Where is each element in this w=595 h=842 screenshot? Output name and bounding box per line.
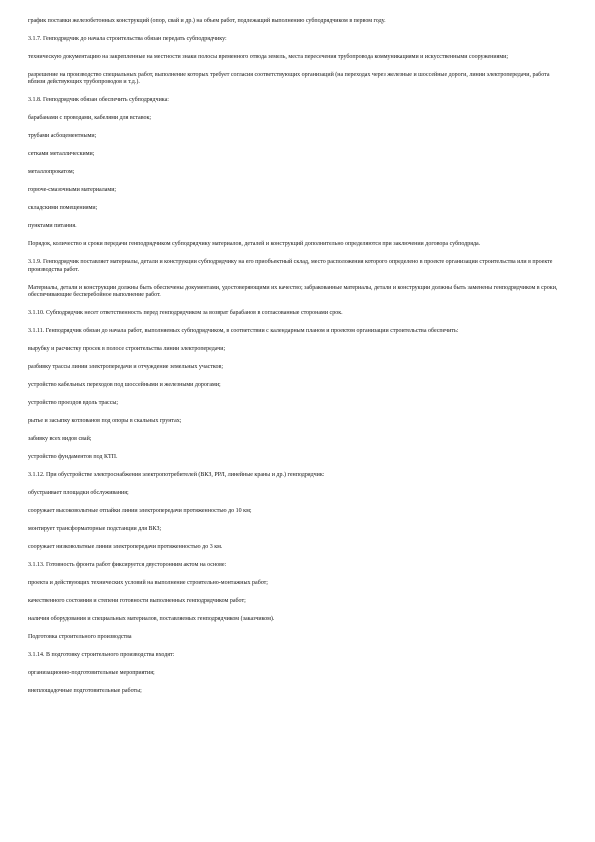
document-body	[28, 18, 558, 706]
clause-heading: 3.1.9. Генподрядчик поставляет материалы, детали и конструкции субподрядчику на его приобъектный склад, место расположения которого определено в проекте организации строительства или в проекте производства работ.	[28, 259, 553, 273]
clause-heading: 3.1.10. Субподрядчик несет ответственность перед генподрядчиком за возврат барабанов в согласованные сторонами срок.	[28, 310, 343, 317]
clause-heading: 3.1.8. Генподрядчик обязан обеспечить субподрядчика:	[28, 97, 169, 104]
paragraph: Материалы, детали и конструкции должны быть обеспечены документами, удостоверяющими их качество; забракованные материалы, детали и конструкции должны быть заменены генподрядчиком в сроки, обеспечивающие бесперебойное выполнение работ.	[28, 284, 558, 299]
list-item: устройство фундаментов под КТП.	[28, 454, 118, 461]
list-item: горюче-смазочными материалами;	[28, 187, 117, 194]
list-item: складскими помещениями;	[28, 205, 98, 212]
list-item: организационно-подготовительные мероприятия;	[28, 670, 155, 677]
list-item: сетками металлическими;	[28, 151, 95, 158]
clause-heading: 3.1.12. При обустройстве электроснабжения электропотребителей (ВКЗ, РРЛ, линейные краны и др.) генподрядчик:	[28, 472, 325, 479]
list-item: проекта и действующих технических условий на выполнение строительно-монтажных работ;	[28, 580, 268, 587]
list-item: сооружает высоковольтные отпайки линии электропередачи протяженностью до 10 км;	[28, 508, 252, 515]
paragraph: график поставки железобетонных конструкций (опор, свай и др.) на объем работ, подлежащий выполнению субподрядчиком в первом году.	[28, 18, 386, 24]
section-heading: Подготовка строительного производства	[28, 634, 132, 641]
list-item: качественного состояния и степени готовности выполненных генподрядчиком работ;	[28, 598, 246, 605]
list-item: вырубку и расчистку просек в полосе строительства линии электропередачи;	[28, 346, 226, 353]
list-item: рытье и засыпку котлованов под опоры в скальных грунтах;	[28, 418, 182, 425]
list-item: разбивку трассы линии электропередачи и отчуждение земельных участков;	[28, 364, 224, 371]
clause-heading: 3.1.13. Готовность фронта работ фиксируется двусторонним актом на основе:	[28, 562, 227, 569]
list-item: трубами асбоцементными;	[28, 133, 97, 140]
paragraph: разрешение на производство специальных работ, выполнение которых требует согласия соответствующих организаций (на переходах через железные и шоссейные дороги, линии электропередачи, работа вблизи действующих трубопроводов и т.д.).	[28, 72, 550, 86]
list-item: устройство проездов вдоль трассы;	[28, 400, 119, 407]
list-item: барабанами с проводами, кабелями для вставок;	[28, 115, 152, 122]
list-item: забивку всех видов свай;	[28, 436, 92, 443]
clause-heading: 3.1.14. В подготовку строительного производства входят:	[28, 652, 175, 659]
list-item: обустраивает площадки обслуживания;	[28, 490, 129, 497]
paragraph: Порядок, количество и сроки передачи генподрядчиком субподрядчику материалов, деталей и конструкций дополнительно определяются при заключении договора субподряда.	[28, 241, 481, 248]
list-item: внеплощадочные подготовительные работы;	[28, 688, 142, 695]
list-item: металлопрокатом;	[28, 169, 75, 176]
list-item: монтирует трансформаторные подстанции для ВКЗ;	[28, 526, 162, 533]
list-item: сооружает низковольтные линии электропередачи протяженностью до 3 км.	[28, 544, 223, 551]
clause-heading: 3.1.11. Генподрядчик обязан до начала работ, выполняемых субподрядчиком, в соответствии с календарным планом и проектом организации строительства обеспечить:	[28, 328, 459, 335]
list-item: устройство кабельных переходов под шоссейными и железными дорогами;	[28, 382, 221, 389]
list-item: пунктами питания.	[28, 223, 77, 230]
paragraph: техническую документацию на закрепленные на местности знаки полосы временного отвода земель, места пересечения трубопровода коммуникациями и искусственными сооружениями;	[28, 54, 509, 60]
clause-heading: 3.1.7. Генподрядчик до начала строительства обязан передать субподрядчику:	[28, 36, 227, 42]
list-item: наличия оборудования и специальных материалов, поставляемых генподрядчиком (заказчиком).	[28, 616, 275, 623]
